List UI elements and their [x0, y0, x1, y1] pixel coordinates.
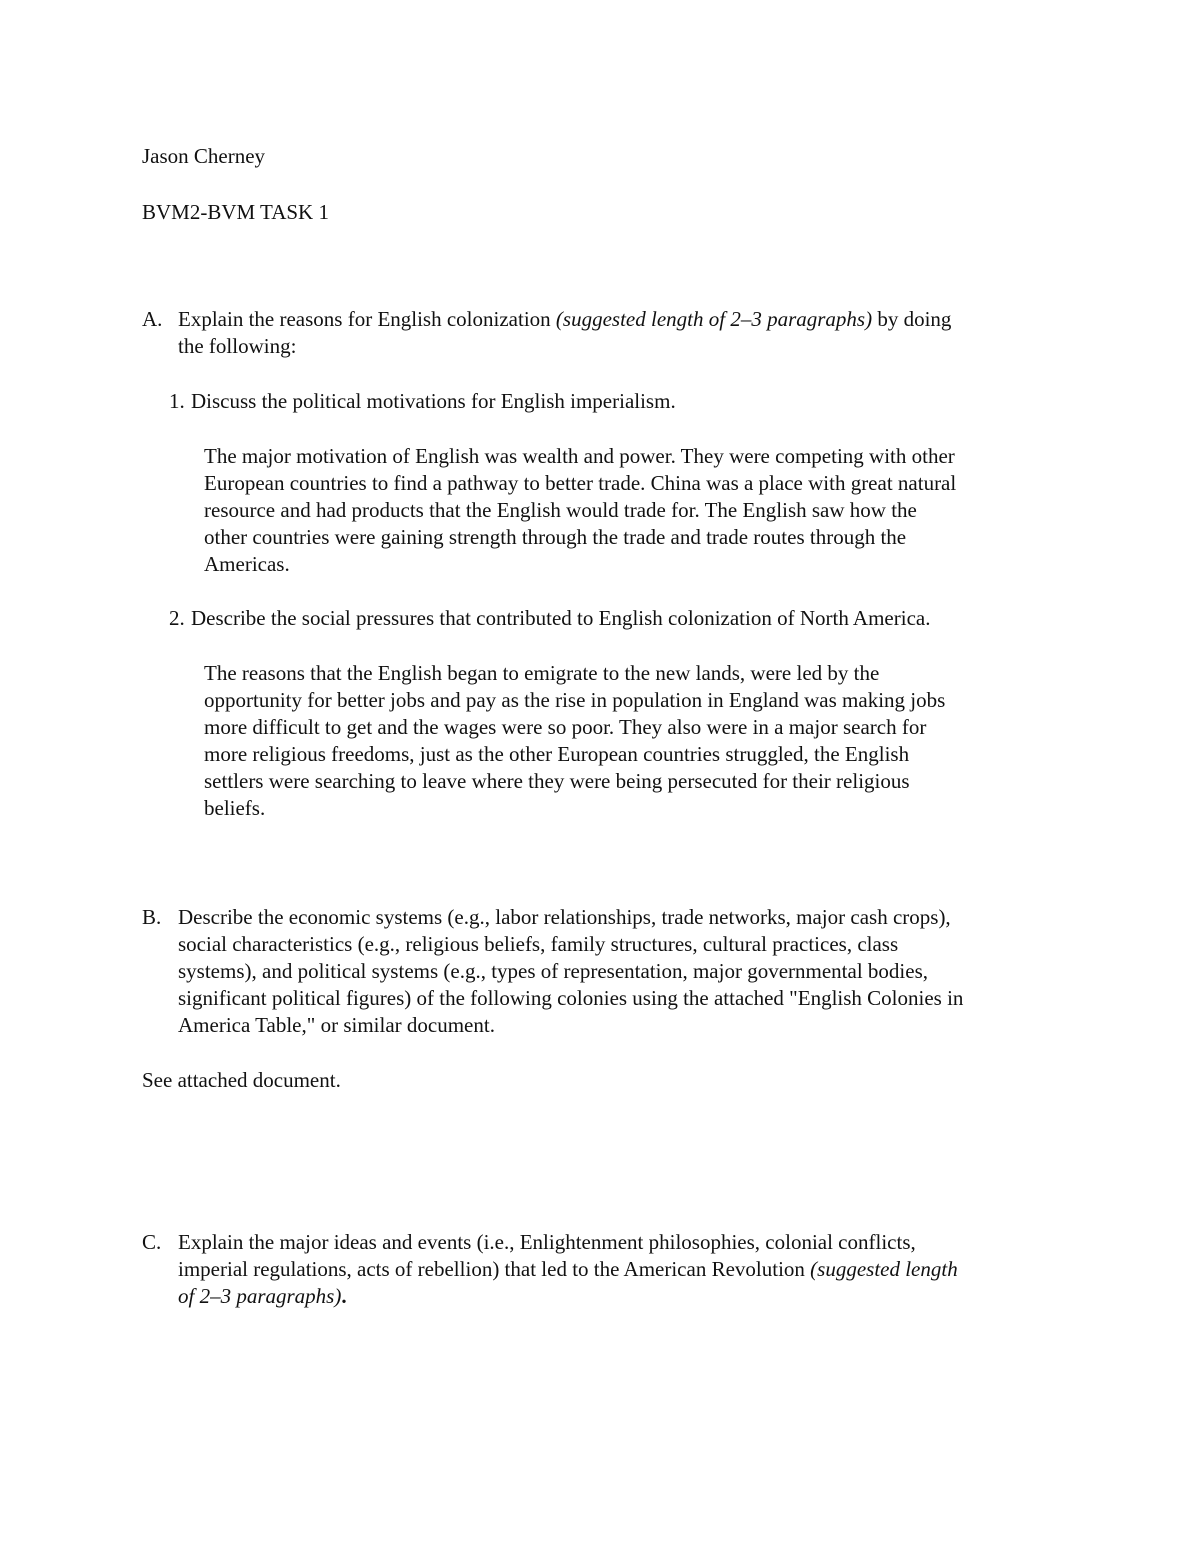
item-1-answer-line: European countries to find a pathway to better trade. China was a place with great natural [204, 471, 957, 495]
section-c-prompt-line2 [178, 1256, 1102, 1283]
section-a-prompt-italic: suggested length of 2–3 paragraphs [562, 307, 866, 331]
section-a-item-2 [169, 605, 1069, 632]
section-a-prompt-text: Explain the reasons for English colonization (suggested length of 2–3 paragraphs) by doing the following: [178, 307, 952, 358]
section-b-prompt-line: America Table," or similar document. [178, 1013, 495, 1037]
section-c-prompt-line2-plain: imperial regulations, acts of rebellion) that led to the American Revolution [178, 1257, 811, 1281]
item-1-answer-line: resource and had products that the English would trade for. The English saw how the [204, 498, 917, 522]
section-b-prompt-line: significant political figures) of the following colonies using the attached "English Colonies in [178, 986, 964, 1010]
section-a-label: A. [142, 307, 163, 331]
section-c-prompt-line1: Explain the major ideas and events (i.e., Enlightenment philosophies, colonial conflicts, [178, 1230, 916, 1254]
section-a-item-1 [169, 388, 1069, 415]
section-a-prompt-line2: the following: [178, 334, 297, 358]
item-2-label: 2. [169, 606, 185, 630]
item-2-answer [204, 660, 945, 822]
item-2-answer-line: beliefs. [204, 796, 266, 820]
item-2-answer-line: The reasons that the English began to emigrate to the new lands, were led by the [204, 661, 880, 685]
section-b-label: B. [142, 905, 162, 929]
section-a-prompt-part1: Explain the reasons for English colonization [178, 307, 556, 331]
section-b-prompt-line: social characteristics (e.g., religious beliefs, family structures, cultural practices, class [178, 932, 899, 956]
section-c-label: C. [142, 1230, 162, 1254]
item-1-answer-line: other countries were gaining strength through the trade and trade routes through the [204, 525, 907, 549]
section-b-prompt [142, 904, 1102, 1039]
item-2-prompt: Describe the social pressures that contributed to English colonization of North America. [191, 606, 931, 630]
item-1-answer-line: The major motivation of English was wealth and power. They were competing with other [204, 444, 955, 468]
item-1-label: 1. [169, 389, 185, 413]
section-b-answer: See attached document. [142, 1068, 341, 1092]
section-c-prompt-line2-italic: (suggested length [810, 1257, 958, 1281]
section-b-prompt-line: Describe the economic systems (e.g., labor relationships, trade networks, major cash crops), [178, 905, 951, 929]
section-b-prompt-text [178, 904, 1102, 1039]
item-2-answer-line: more religious freedoms, just as the other European countries struggled, the English [204, 742, 910, 766]
item-2-answer-line: settlers were searching to leave where they were being persecuted for their religious [204, 769, 910, 793]
section-c-prompt-line3-italic: of 2–3 paragraphs) [178, 1284, 342, 1308]
section-a-prompt [142, 306, 1082, 360]
section-c-prompt-text [178, 1229, 1102, 1310]
item-2-answer-line: opportunity for better jobs and pay as the rise in population in England was making jobs [204, 688, 946, 712]
item-1-answer-line: Americas. [204, 552, 290, 576]
section-a-prompt-part3: by doing [872, 307, 952, 331]
section-c-prompt-line3-end: . [341, 1284, 347, 1308]
task-title: BVM2-BVM TASK 1 [142, 200, 329, 224]
item-1-prompt: Discuss the political motivations for English imperialism. [191, 389, 676, 413]
section-c-prompt-line3 [178, 1283, 1102, 1310]
item-1-answer [204, 443, 956, 578]
author-name: Jason Cherney [142, 144, 266, 168]
section-c-prompt [142, 1229, 1102, 1310]
section-b-prompt-line: systems), and political systems (e.g., types of representation, major governmental bodies, [178, 959, 928, 983]
item-2-answer-line: more difficult to get and the wages were so poor. They also were in a major search for [204, 715, 927, 739]
